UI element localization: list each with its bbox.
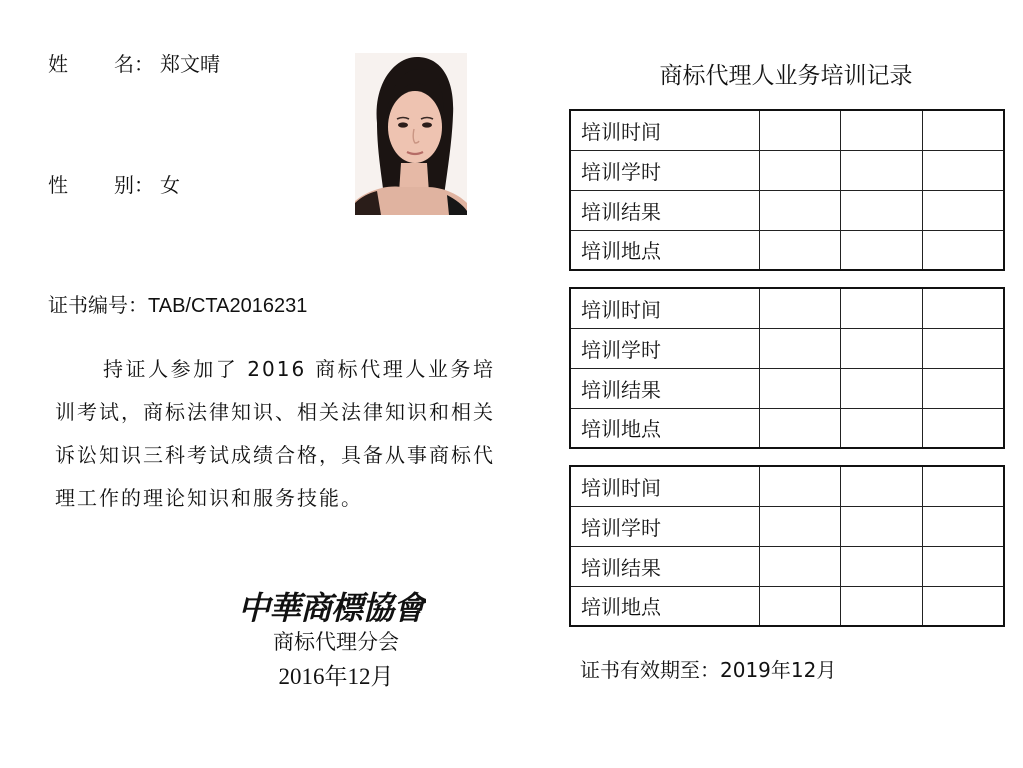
row-label: 培训时间 xyxy=(570,288,759,328)
cert-number: TAB/CTA2016231 xyxy=(148,295,308,317)
name-label-suffix: 名： xyxy=(114,52,154,76)
row-label: 培训学时 xyxy=(570,150,759,190)
calligraphy-logo-graphic xyxy=(236,586,426,628)
table-row xyxy=(570,230,1004,270)
table-row xyxy=(570,110,1004,150)
record-cell xyxy=(922,230,1004,270)
portrait-illustration xyxy=(355,53,467,215)
table-row xyxy=(570,328,1004,368)
record-cell xyxy=(759,408,841,448)
record-cell xyxy=(841,110,923,150)
row-label: 培训学时 xyxy=(570,328,759,368)
record-cell xyxy=(759,546,841,586)
row-label: 培训时间 xyxy=(570,466,759,506)
table-row xyxy=(570,546,1004,586)
record-cell xyxy=(759,230,841,270)
table-row xyxy=(570,506,1004,546)
training-record-title: 商标代理人业务培训记录 xyxy=(659,63,913,89)
validity-row xyxy=(580,654,836,683)
gender-label: 性 xyxy=(48,173,68,197)
table-row xyxy=(570,408,1004,448)
row-label: 培训时间 xyxy=(570,110,759,150)
record-cell xyxy=(922,408,1004,448)
record-cell xyxy=(922,586,1004,626)
row-label: 培训地点 xyxy=(570,586,759,626)
validity-date: 2019年12月 xyxy=(720,658,837,682)
record-cell xyxy=(922,466,1004,506)
record-cell xyxy=(759,110,841,150)
record-cell xyxy=(759,150,841,190)
record-cell xyxy=(841,368,923,408)
record-cell xyxy=(922,190,1004,230)
holder-gender: 女 xyxy=(160,173,180,197)
row-label: 培训结果 xyxy=(570,190,759,230)
row-label: 培训结果 xyxy=(570,546,759,586)
record-cell xyxy=(759,466,841,506)
record-cell xyxy=(841,506,923,546)
record-cell xyxy=(922,368,1004,408)
association-calligraphy-logo xyxy=(236,586,426,628)
cert-row xyxy=(48,289,307,318)
issue-date: 2016年12月 xyxy=(278,664,394,689)
record-cell xyxy=(841,190,923,230)
row-label: 培训地点 xyxy=(570,230,759,270)
record-cell xyxy=(759,506,841,546)
table-row xyxy=(570,586,1004,626)
record-cell xyxy=(759,368,841,408)
training-record-table-3 xyxy=(569,465,1005,627)
holder-photo xyxy=(355,53,467,215)
record-cell xyxy=(841,546,923,586)
record-cell xyxy=(922,288,1004,328)
holder-name: 郑文晴 xyxy=(160,52,220,76)
cert-label: 证书编号： xyxy=(48,293,148,317)
record-cell xyxy=(841,466,923,506)
record-cell xyxy=(841,408,923,448)
record-cell xyxy=(759,586,841,626)
record-cell xyxy=(841,288,923,328)
validity-label: 证书有效期至： xyxy=(580,658,720,682)
record-cell xyxy=(759,190,841,230)
row-label: 培训地点 xyxy=(570,408,759,448)
training-record-table-2 xyxy=(569,287,1005,449)
calligraphy-logo-text: 中華商標協會 xyxy=(237,589,425,627)
certification-statement: 持证人参加了 2016 商标代理人业务培训考试，商标法律知识、相关法律知识和相关诉讼知识三科考试成绩合格，具备从事商标代理工作的理论知识和服务技能。 xyxy=(55,357,495,510)
record-cell xyxy=(922,546,1004,586)
record-cell xyxy=(841,328,923,368)
record-cell xyxy=(759,328,841,368)
record-cell xyxy=(841,586,923,626)
record-cell xyxy=(922,506,1004,546)
issuer-branch: 商标代理分会 xyxy=(273,630,399,654)
record-cell xyxy=(922,328,1004,368)
record-cell xyxy=(841,230,923,270)
row-label: 培训结果 xyxy=(570,368,759,408)
row-label: 培训学时 xyxy=(570,506,759,546)
gender-label-suffix: 别： xyxy=(114,173,154,197)
record-cell xyxy=(922,110,1004,150)
name-label: 姓 xyxy=(48,52,68,76)
record-cell xyxy=(841,150,923,190)
table-row xyxy=(570,368,1004,408)
table-row xyxy=(570,288,1004,328)
record-cell xyxy=(922,150,1004,190)
training-record-table-1 xyxy=(569,109,1005,271)
table-row xyxy=(570,150,1004,190)
table-row xyxy=(570,466,1004,506)
table-row xyxy=(570,190,1004,230)
record-cell xyxy=(759,288,841,328)
